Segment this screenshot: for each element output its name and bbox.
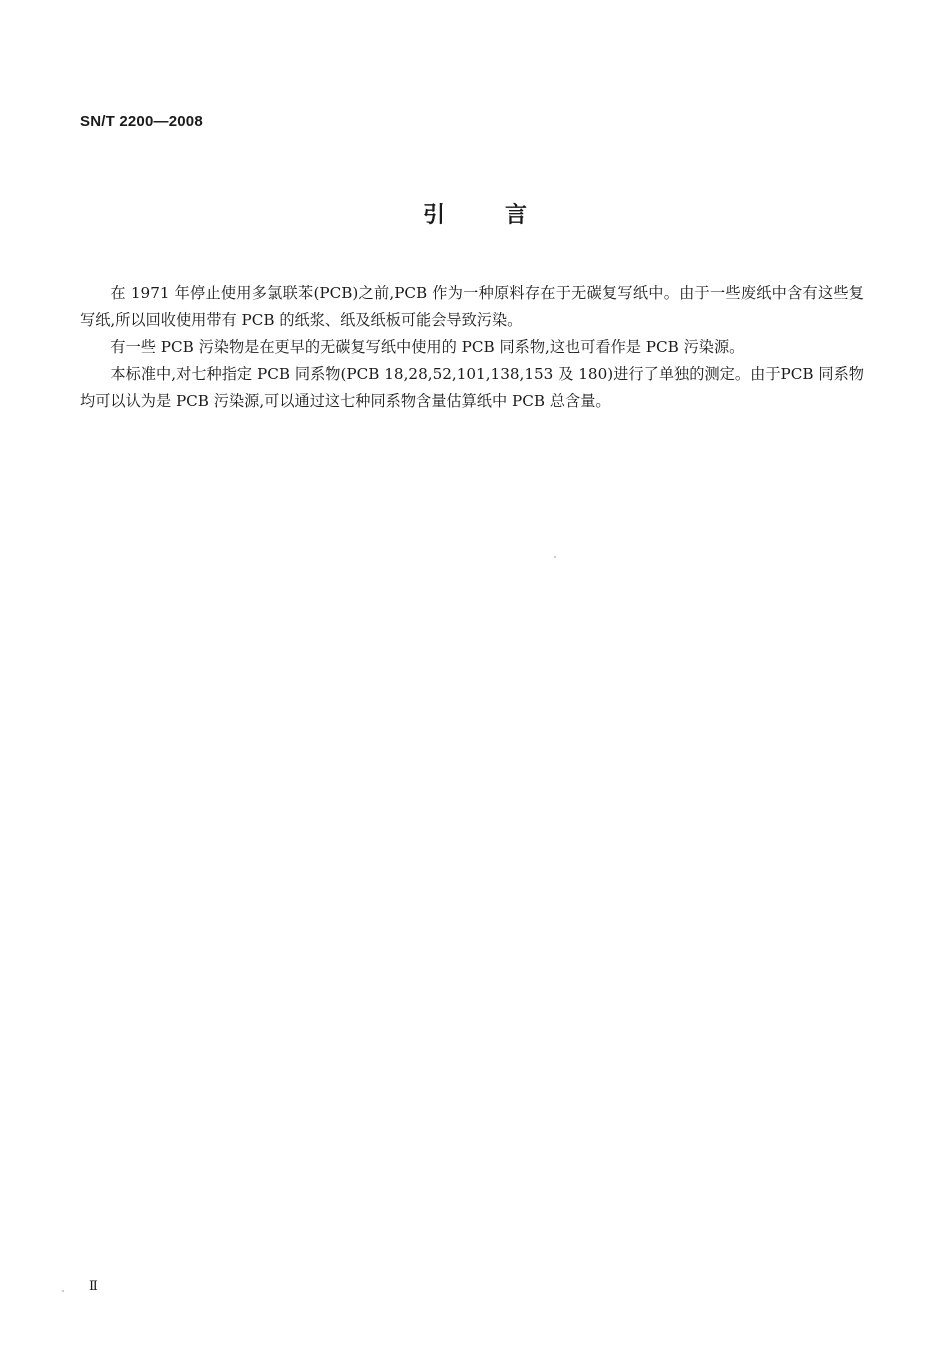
scan-speck <box>62 1290 64 1292</box>
paragraph: 本标准中,对七种指定 PCB 同系物(PCB 18,28,52,101,138,153 及 180)进行了单独的测定。由于PCB 同系物均可以认为是 PCB 污染源,可以通过这七种同系物含量估算纸中 PCB 总含量。 <box>80 365 864 410</box>
page-title: 引言 <box>422 203 587 228</box>
introduction-body <box>80 280 864 415</box>
standard-code: SN/T 2200—2008 <box>80 113 203 130</box>
scan-speck <box>554 556 556 558</box>
paragraph: 在 1971 年停止使用多氯联苯(PCB)之前,PCB 作为一种原料存在于无碳复写纸中。由于一些废纸中含有这些复写纸,所以回收使用带有 PCB 的纸浆、纸及纸板可能会导致污染。 <box>80 284 864 329</box>
page-number: Ⅱ <box>89 1279 98 1294</box>
paragraph: 有一些 PCB 污染物是在更早的无碳复写纸中使用的 PCB 同系物,这也可看作是 PCB 污染源。 <box>110 338 745 356</box>
